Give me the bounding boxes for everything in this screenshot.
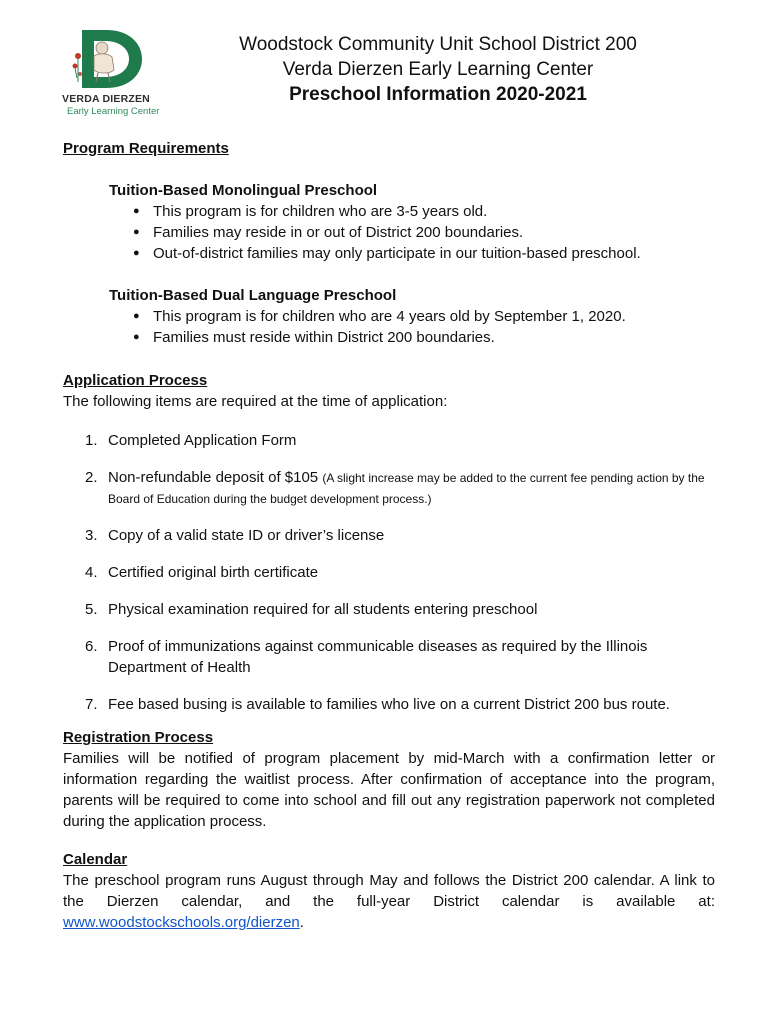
dual-language-heading: Tuition-Based Dual Language Preschool	[109, 287, 397, 304]
logo-subtitle: Early Learning Center	[67, 106, 160, 117]
list-number: 4.	[85, 564, 98, 581]
application-intro: The following items are required at the time of application:	[63, 393, 448, 410]
list-text: Physical examination required for all students entering preschool	[108, 601, 538, 618]
list-item: ● Families may reside in or out of District 200 boundaries.	[133, 222, 715, 243]
header-school: Verda Dierzen Early Learning Center	[282, 59, 594, 80]
program-requirements-heading: Program Requirements	[63, 140, 229, 157]
deposit-note: (A slight increase may be added to the current fee pending action by the Board of Education during the budget development process.)	[108, 471, 705, 506]
list-number: 1.	[85, 432, 98, 449]
header-title: Preschool Information 2020-2021	[289, 84, 587, 105]
list-number: 6.	[85, 638, 98, 655]
document-body	[63, 138, 715, 933]
list-number: 5.	[85, 601, 98, 618]
list-item	[63, 562, 715, 583]
calendar-text: The preschool program runs August through May and follows the District 200 calendar. A link to the Dierzen calendar, and the full-year District calendar is available at:	[63, 872, 715, 910]
calendar-period: .	[299, 914, 304, 931]
list-text: Certified original birth certificate	[108, 564, 319, 581]
application-items-list	[63, 430, 715, 715]
list-text: Fee based busing is available to families who live on a current District 200 bus route.	[108, 696, 670, 713]
list-item	[63, 467, 715, 509]
list-text: Completed Application Form	[108, 432, 297, 449]
list-item	[63, 599, 715, 620]
monolingual-heading: Tuition-Based Monolingual Preschool	[109, 182, 378, 199]
list-text: Proof of immunizations against communicable diseases as required by the Illinois Department of Health	[108, 638, 648, 676]
calendar-heading: Calendar	[63, 851, 128, 868]
list-item: ● This program is for children who are 4 years old by September 1, 2020.	[133, 306, 715, 327]
list-number: 7.	[85, 696, 98, 713]
list-item	[63, 430, 715, 451]
logo-name: VERDA DIERZEN	[62, 93, 150, 105]
calendar-paragraph	[63, 870, 715, 933]
list-number: 3.	[85, 527, 98, 544]
list-item: ● Families must reside within District 200 boundaries.	[133, 327, 715, 348]
list-text: Copy of a valid state ID or driver’s license	[108, 527, 385, 544]
list-item: ● This program is for children who are 3-5 years old.	[133, 201, 715, 222]
document-header	[186, 32, 690, 107]
list-number: 2.	[85, 469, 98, 486]
registration-process-heading: Registration Process	[63, 729, 214, 746]
monolingual-list	[133, 201, 715, 264]
logo-d-mark-icon	[72, 26, 146, 92]
list-item: ● Out-of-district families may only participate in our tuition-based preschool.	[133, 243, 715, 264]
header-district: Woodstock Community Unit School District 200	[239, 34, 637, 55]
registration-text: Families will be notified of program placement by mid-March with a confirmation letter or information regarding the waitlist process. After confirmation of acceptance into the program, parents will be required to come into school and fill out any registration paperwork not completed during the application process.	[63, 750, 715, 830]
list-item	[63, 636, 715, 678]
list-text: Non-refundable deposit of $105	[108, 469, 319, 486]
school-logo	[60, 26, 160, 122]
list-item	[63, 525, 715, 546]
dual-language-list	[133, 306, 715, 348]
application-process-heading: Application Process	[63, 372, 208, 389]
list-item	[63, 694, 715, 715]
calendar-link[interactable]: www.woodstockschools.org/dierzen	[63, 914, 300, 931]
